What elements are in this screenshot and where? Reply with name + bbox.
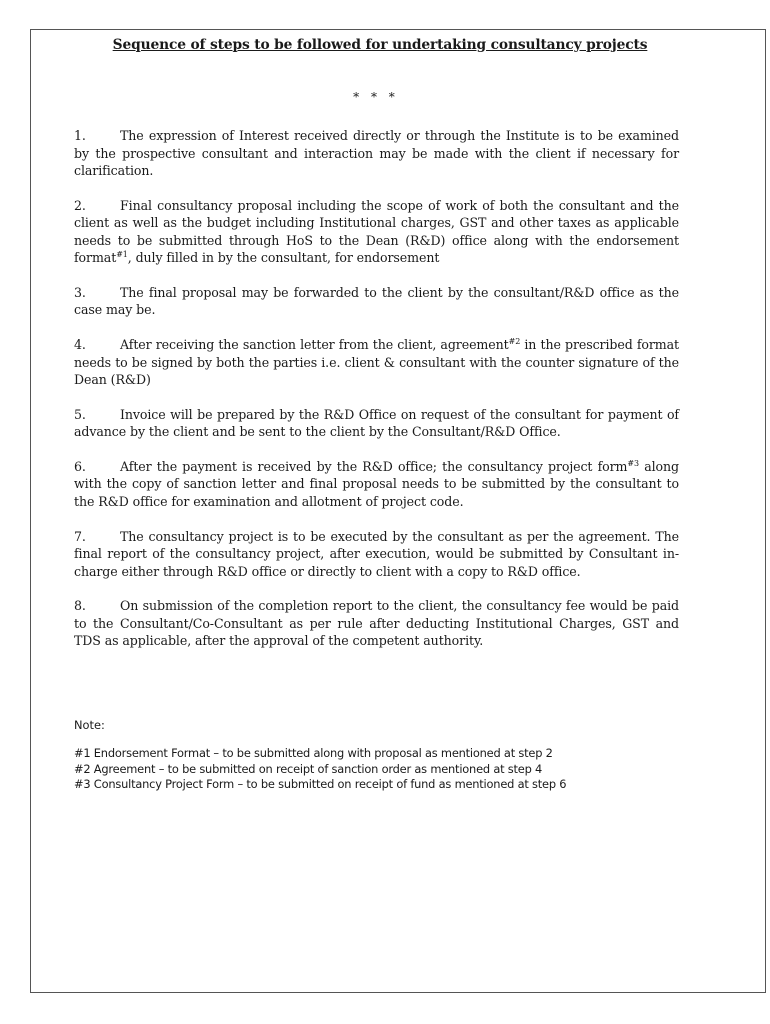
step-7: [74, 528, 679, 581]
note-item-1: #1 Endorsement Format – to be submitted along with proposal as mentioned at step 2: [74, 746, 553, 760]
footnote-marker: #2: [508, 337, 521, 347]
step-text: Final consultancy proposal including the scope of work of both the consultant and the client as well as the budget including Institutional charges, GST and other taxes as applicable needs to be submitted through HoS to the Dean (R&D) office along with the endorsement format: [74, 197, 679, 266]
step-text: On submission of the completion report to the client, the consultancy fee would be paid to the Consultant/Co-Consultant as per rule after deducting Institutional Charges, GST and TDS as applicable, after the approval of the competent authority.: [74, 598, 679, 649]
step-text: After the payment is received by the R&D office; the consultancy project form: [120, 458, 628, 474]
document-title: Sequence of steps to be followed for undertaking consultancy projects: [112, 37, 648, 53]
step-text: The consultancy project is to be executed by the consultant as per the agreement. The final report of the consultancy project, after execution, would be submitted by Consultant in-charge either through R&D office or directly to client with a copy to R&D office.: [74, 528, 679, 579]
notes-section: [74, 718, 694, 793]
step-number: 3.: [74, 284, 86, 300]
note-label: Note:: [74, 718, 105, 732]
step-text: Invoice will be prepared by the R&D Office on request of the consultant for payment of advance by the client and be sent to the client by the Consultant/R&D Office.: [74, 406, 679, 440]
step-5: [74, 406, 679, 441]
step-number: 4.: [74, 337, 86, 353]
step-number: 8.: [74, 598, 86, 614]
step-number: 1.: [74, 128, 86, 143]
steps-list: [74, 127, 679, 667]
step-number: 7.: [74, 528, 86, 544]
separator-stars: * * *: [353, 90, 399, 104]
step-6: [74, 458, 679, 511]
footnote-marker: #3: [627, 458, 639, 468]
step-number: 6.: [74, 458, 86, 474]
step-3: [74, 284, 679, 319]
step-text: The final proposal may be forwarded to the client by the consultant/R&D office as the case may be.: [74, 284, 679, 318]
step-1: [74, 127, 679, 180]
note-item-3: #3 Consultancy Project Form – to be submitted on receipt of fund as mentioned at step 6: [74, 777, 567, 792]
step-text-cont: in the prescribed format needs to be signed by both the parties i.e. client & consultant with the counter signature of the Dean (R&D): [74, 337, 679, 388]
step-number: 5.: [74, 406, 86, 422]
note-item-2: #2 Agreement – to be submitted on receipt of sanction order as mentioned at step 4: [74, 761, 543, 776]
step-8: [74, 597, 679, 650]
step-4: [74, 336, 679, 389]
step-text-cont: along with the copy of sanction letter and final proposal needs to be submitted by the consultant to the R&D office for examination and allotment of project code.: [74, 458, 679, 509]
step-text: After receiving the sanction letter from the client, agreement: [120, 337, 509, 353]
step-number: 2.: [74, 197, 86, 213]
step-text-cont: , duly filled in by the consultant, for endorsement: [127, 250, 440, 266]
footnote-marker: #1: [116, 250, 128, 260]
step-2: [74, 197, 679, 267]
step-text: The expression of Interest received directly or through the Institute is to be examined by the prospective consultant and interaction may be made with the client if necessary for clarification.: [74, 128, 679, 178]
